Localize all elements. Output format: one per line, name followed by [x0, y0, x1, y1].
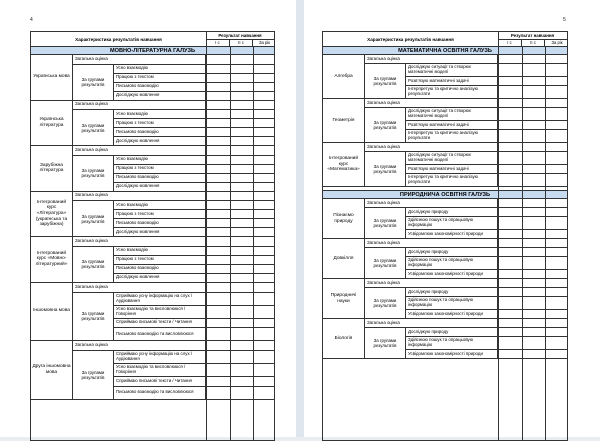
grade-cells [206, 110, 274, 119]
result-row: Письмово взаємодію [114, 174, 206, 183]
grade-cells [498, 297, 567, 310]
grade-cells [206, 256, 274, 265]
grade-cells [206, 293, 274, 306]
result-row: Усвідомлюю закономірності природи [406, 270, 498, 279]
grade-cells [498, 165, 567, 174]
grade-cells [498, 337, 567, 350]
result-row: Розв’язую математичні задачі [406, 77, 498, 86]
grade-cells [498, 152, 567, 165]
result-row: Сприймаю письмові тексти / Читання [114, 377, 206, 387]
result-row: Досліджую мовлення [114, 183, 206, 192]
result-row: Інтерпретую та критично аналізую результати [406, 174, 498, 187]
overall-grade-row: Загальна оцінка [365, 319, 498, 328]
grade-cells [498, 86, 567, 99]
subject-name: Інтегрований курс «Мовно-літературний» [31, 237, 73, 283]
overall-grade-row: Загальна оцінка [365, 279, 498, 288]
result-row: Усно взаємодію [114, 247, 206, 256]
result-row: Усно взаємодію [114, 110, 206, 119]
grade-cells [206, 192, 274, 202]
grade-cells [498, 130, 567, 143]
result-row: Досліджую природу [406, 248, 498, 257]
result-row: Працюю з текстом [114, 165, 206, 174]
group-label: За групами результатів [365, 108, 406, 143]
grade-cells [206, 119, 274, 128]
grade-cells [498, 99, 567, 108]
grade-cells [206, 387, 274, 400]
grade-cells [498, 108, 567, 121]
grade-cells [498, 310, 567, 319]
result-row: Усно взаємодію [114, 156, 206, 165]
result-row: Письмово взаємодію [114, 128, 206, 137]
grade-cells [206, 364, 274, 377]
result-row: Письмово взаємодію та висловлююся [114, 328, 206, 341]
group-label: За групами результатів [73, 351, 114, 400]
grade-cells [498, 248, 567, 257]
result-row: Досліджую мовлення [114, 274, 206, 283]
header-title: Характеристика результатів навчання [323, 32, 499, 46]
grade-cells [498, 230, 567, 239]
result-row: Усно взаємодію [114, 201, 206, 210]
grade-cells [498, 288, 567, 297]
result-row: Працюю з текстом [114, 210, 206, 219]
overall-grade-row: Загальна оцінка [365, 143, 498, 152]
result-row: Здійснюю пошук та опрацьовую інформацію [406, 257, 498, 270]
grade-cells [498, 64, 567, 77]
result-row: Здійснюю пошук та опрацьовую інформацію [406, 297, 498, 310]
header-sem2: II с [522, 39, 545, 46]
grade-cells [498, 55, 567, 64]
grade-cells [206, 92, 274, 101]
header-sem1: I с [206, 39, 230, 46]
group-label: За групами результатів [365, 328, 406, 359]
header-year: За рік [551, 40, 563, 45]
grade-cells [206, 83, 274, 92]
overall-grade-row: Загальна оцінка [73, 101, 206, 111]
grade-cells [498, 199, 567, 208]
overall-grade-row: Загальна оцінка [73, 146, 206, 156]
subject-name: Геометрія [323, 99, 365, 143]
grade-cells [498, 143, 567, 152]
subject-name: Друга іншомовна мова [31, 341, 73, 400]
group-label: За групами результатів [365, 208, 406, 239]
result-row: Працюю з текстом [114, 119, 206, 128]
group-label: За групами результатів [73, 110, 114, 146]
grade-cells [206, 183, 274, 192]
grade-cells [206, 341, 274, 351]
grade-cells [498, 77, 567, 86]
overall-grade-row: Загальна оцінка [73, 237, 206, 247]
result-row: Усвідомлюю закономірності природи [406, 310, 498, 319]
group-label: За групами результатів [73, 293, 114, 342]
subject-name: Біологія [323, 319, 365, 359]
grade-cells [206, 128, 274, 137]
result-row: Усвідомлюю закономірності природи [406, 350, 498, 359]
overall-grade-row: Загальна оцінка [365, 199, 498, 208]
grade-cells [206, 137, 274, 146]
result-row: Усно взаємодію та висловлююся / Говоріння [114, 306, 206, 319]
result-row: Здійснюю пошук та опрацьовую інформацію [406, 217, 498, 230]
subject-name: Інтегрований курс «Література» (українська та зарубіжна) [31, 192, 73, 238]
subject-name: Алгебра [323, 55, 365, 99]
header-sem2: II с [230, 39, 253, 46]
result-row: Письмово взаємодію та висловлююся [114, 387, 206, 400]
grade-cells [498, 319, 567, 328]
col-divider [498, 46, 499, 440]
result-row: Інтерпретую та критично аналізую результати [406, 86, 498, 99]
section-band-math: МАТЕМАТИЧНА ОСВІТНЯ ГАЛУЗЬ [323, 46, 567, 55]
col-divider [206, 46, 207, 440]
col-divider [545, 46, 546, 440]
result-row: Досліджую ситуації та створює математичні моделі [406, 108, 498, 121]
result-row: Досліджую ситуації та створює математичні моделі [406, 152, 498, 165]
grade-cells [206, 165, 274, 174]
page-number: 5 [563, 17, 566, 23]
result-row: Розв’язую математичні задачі [406, 165, 498, 174]
header-sem1: I с [498, 39, 522, 46]
group-label: За групами результатів [365, 288, 406, 319]
subject-name: Інтегрований курс «Математика» [323, 143, 365, 187]
grade-cells [206, 146, 274, 156]
grade-cells [498, 328, 567, 337]
grades-table-math-science [322, 31, 568, 441]
grade-cells [206, 351, 274, 364]
overall-grade-row: Загальна оцінка [73, 192, 206, 202]
group-label: За групами результатів [365, 64, 406, 99]
subject-name: Пізнаємо природу [323, 199, 365, 239]
grade-cells [206, 55, 274, 65]
grade-cells [498, 257, 567, 270]
subject-name: Українська мова [31, 55, 73, 101]
left-page [0, 0, 296, 437]
grade-cells [206, 101, 274, 111]
result-row: Інтерпретую та критично аналізую результати [406, 130, 498, 143]
grade-cells [206, 274, 274, 283]
grade-cells [206, 210, 274, 219]
grade-cells [206, 265, 274, 274]
result-row: Сприймаю письмові тексти / Читання [114, 319, 206, 329]
result-row: Досліджую природу [406, 288, 498, 297]
group-label: За групами результатів [73, 65, 114, 101]
subject-name: Українська література [31, 101, 73, 147]
grades-table-language [30, 31, 275, 441]
section-band-science: ПРИРОДНИЧА ОСВІТНЯ ГАЛУЗЬ [323, 190, 567, 199]
table-header [323, 32, 567, 47]
table-header [31, 32, 274, 47]
grade-cells [498, 121, 567, 130]
result-row: Письмово взаємодію [114, 219, 206, 228]
grade-cells [206, 319, 274, 329]
grade-cells [498, 239, 567, 248]
result-row: Досліджую мовлення [114, 137, 206, 146]
result-row: Досліджую природу [406, 328, 498, 337]
grade-cells [206, 174, 274, 183]
grade-cells [206, 201, 274, 210]
overall-grade-row: Загальна оцінка [365, 55, 498, 64]
grade-cells [498, 217, 567, 230]
group-label: За групами результатів [73, 156, 114, 192]
result-row: Досліджую мовлення [114, 92, 206, 101]
header-result: Результат навчання [206, 32, 274, 40]
overall-grade-row: Загальна оцінка [365, 99, 498, 108]
section-band: МОВНО-ЛІТЕРАТУРНА ГАЛУЗЬ [31, 46, 274, 55]
result-row: Працюю з текстом [114, 256, 206, 265]
result-row: Усвідомлюю закономірності природи [406, 230, 498, 239]
grade-cells [498, 174, 567, 187]
result-row: Досліджую ситуації та створює математичні моделі [406, 64, 498, 77]
grade-cells [498, 350, 567, 359]
grade-cells [206, 306, 274, 319]
result-row: Здійснюю пошук та опрацьовую інформацію [406, 337, 498, 350]
result-row: Сприймаю усну інформацію на слух / Аудіювання [114, 293, 206, 306]
result-row: Досліджую мовлення [114, 228, 206, 237]
grade-cells [498, 270, 567, 279]
page-number: 4 [30, 17, 33, 23]
grade-cells [498, 208, 567, 217]
grade-cells [206, 74, 274, 83]
col-divider [230, 46, 231, 440]
subject-name: Зарубіжна література [31, 146, 73, 192]
header-title: Характеристика результатів навчання [31, 32, 207, 46]
header-year: За рік [258, 40, 271, 45]
group-label: За групами результатів [73, 201, 114, 237]
result-row: Працюю з текстом [114, 74, 206, 83]
grade-cells [206, 156, 274, 165]
group-label: За групами результатів [365, 248, 406, 279]
col-divider [253, 46, 254, 440]
result-row: Письмово взаємодію [114, 265, 206, 274]
grade-cells [206, 328, 274, 341]
overall-grade-row: Загальна оцінка [73, 341, 206, 351]
col-divider [522, 46, 523, 440]
group-label: За групами результатів [365, 152, 406, 187]
subject-name: Довкілля [323, 239, 365, 279]
subject-name: Природничі науки [323, 279, 365, 319]
result-row: Усно взаємодію та висловлююся / Говоріння [114, 364, 206, 377]
subject-name: Іншомовна мова [31, 283, 73, 342]
grade-cells [206, 65, 274, 74]
grade-cells [498, 279, 567, 288]
overall-grade-row: Загальна оцінка [73, 283, 206, 293]
result-row: Сприймаю усну інформацію на слух / Аудіювання [114, 351, 206, 364]
group-label: За групами результатів [73, 247, 114, 283]
overall-grade-row: Загальна оцінка [365, 239, 498, 248]
result-row: Розв’язую математичні задачі [406, 121, 498, 130]
result-row: Досліджую природу [406, 208, 498, 217]
grade-cells [206, 219, 274, 228]
grade-cells [206, 237, 274, 247]
overall-grade-row: Загальна оцінка [73, 55, 206, 65]
grade-cells [206, 283, 274, 293]
grade-cells [206, 228, 274, 237]
grade-cells [206, 377, 274, 387]
result-row: Письмово взаємодію [114, 83, 206, 92]
right-page [304, 0, 600, 437]
book-spine [296, 0, 304, 437]
result-row: Усно взаємодію [114, 65, 206, 74]
header-result: Результат навчання [498, 32, 567, 40]
grade-cells [206, 247, 274, 256]
